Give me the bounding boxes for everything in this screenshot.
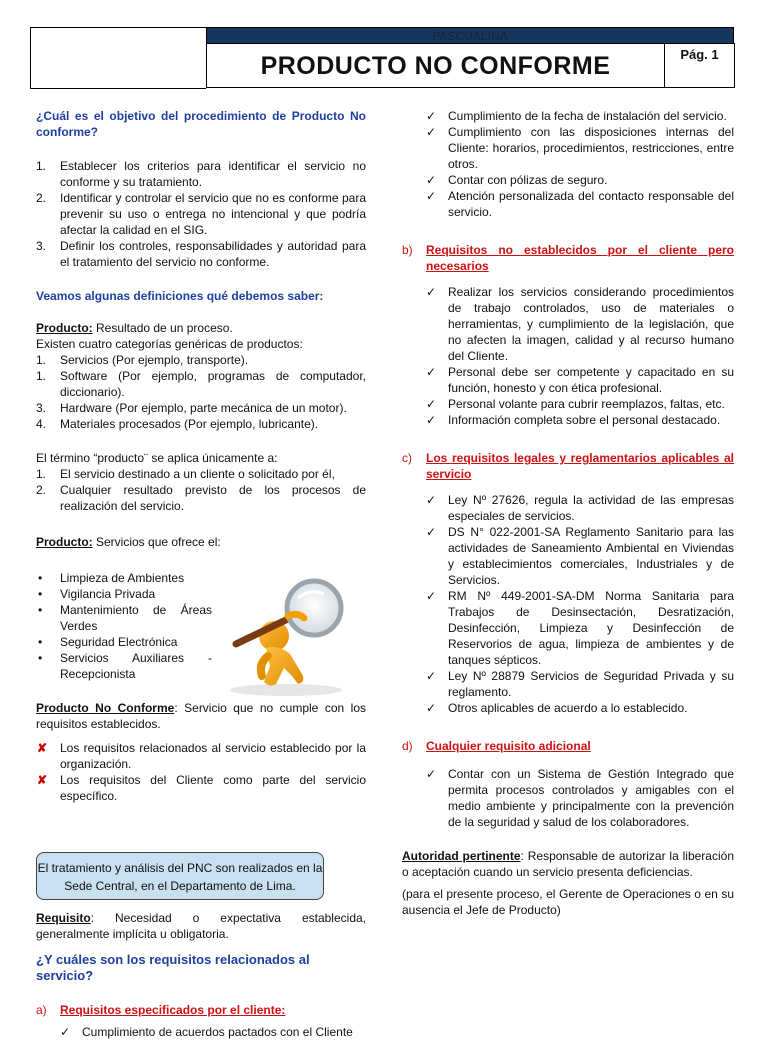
list-item: ✓ Contar con pólizas de seguro. [426, 173, 608, 187]
checkmark-icon: ✓ [426, 109, 437, 123]
list-item: • Seguridad Electrónica [38, 635, 178, 649]
magnifier-figure-illustration [218, 572, 348, 697]
list-item: 4. Materiales procesados (Por ejemplo, lubricante). [36, 417, 319, 431]
checkmark-icon: ✓ [426, 525, 437, 539]
list-item: • Limpieza de Ambientes [38, 571, 185, 585]
checkmark-icon: ✓ [426, 701, 437, 715]
list-item: 1. Establecer los criterios para identificar el servicio no conforme y su tratamiento. [36, 159, 366, 189]
section-b-list [402, 284, 734, 428]
section-c-heading: c) Los requisitos legales y reglamentarios aplicables al servicio [402, 451, 734, 481]
checkmark-icon: ✓ [426, 413, 437, 427]
section-b-heading: b) Requisitos no establecidos por el cliente pero necesarios [402, 243, 734, 273]
list-item: ✓ RM Nº 449-2001-SA-DM Norma Sanitaria para Trabajos de Desinsectación, Desratización, Desinfección, Limpieza y Desinfección de Reservorios de agua, limpieza de ambientes y de tanques sépticos. [426, 589, 734, 667]
left-column [36, 108, 366, 804]
producto-services-heading: Producto: Servicios que ofrece el: [36, 535, 221, 549]
autoridad-note: (para el presente proceso, el Gerente de Operaciones o en su ausencia el Jefe de Producto) [402, 887, 734, 917]
list-item: ✘ Los requisitos relacionados al servicio establecido por la organización. [37, 741, 366, 771]
list-item: ✓ Información completa sobre el personal destacado. [426, 413, 721, 427]
cross-icon: ✘ [37, 741, 48, 755]
page-number: Pág. 1 [664, 43, 735, 88]
logo-cell [30, 27, 206, 89]
term-list [36, 466, 366, 514]
list-item: 2. Identificar y controlar el servicio que no es conforme para prevenir su uso o entrega no intencional y que podría afectar la calidad en el SIG. [36, 191, 366, 237]
checkmark-icon: ✓ [426, 173, 437, 187]
pnc-definition: Producto No Conforme: Servicio que no cumple con los requisitos establecidos. [36, 701, 366, 731]
document-title: PRODUCTO NO CONFORME [206, 43, 664, 88]
list-item: ✓ Personal volante para cubrir reemplazos, faltas, etc. [426, 397, 725, 411]
list-item: ✓ Contar con un Sistema de Gestión Integrado que permita procesos controlados y amigables con el medio ambiente y principalmente con la prevención de la seguridad y salud de los colaboradores. [426, 767, 734, 829]
checkmark-icon: ✓ [60, 1025, 71, 1039]
definitions-heading: Veamos algunas definiciones qué debemos saber: [36, 289, 324, 303]
list-item: 3. Hardware (Por ejemplo, parte mecánica de un motor). [36, 401, 347, 415]
pnc-list [36, 740, 366, 804]
checkmark-icon: ✓ [426, 189, 437, 203]
section-c-list [402, 492, 734, 716]
left-column-lower [36, 910, 366, 1040]
producto-definition: Producto: Resultado de un proceso. [36, 321, 233, 335]
list-item: 1. El servicio destinado a un cliente o solicitado por él, [36, 467, 335, 481]
objectives-list [36, 158, 366, 270]
list-item: 1. Servicios (Por ejemplo, transporte). [36, 353, 249, 367]
list-item: ✓ Otros aplicables de acuerdo a lo establecido. [426, 701, 688, 715]
list-item: • Mantenimiento de Áreas Verdes [38, 603, 212, 633]
list-item: ✓ Realizar los servicios considerando procedimientos de trabajo controlados, uso de materiales o herramientas, y cumplimiento de la legislación, que no afecten la imagen, calidad y al recurso humano del Cliente. [426, 285, 734, 363]
term-intro: El término “producto¨ se aplica únicamente a: [36, 451, 278, 465]
list-item: 1. Software (Por ejemplo, programas de computador, diccionario). [36, 369, 366, 399]
checkmark-icon: ✓ [426, 365, 437, 379]
list-item: 3. Definir los controles, responsabilidades y autoridad para el tratamiento del servicio no conforme. [36, 239, 366, 269]
list-item: • Servicios Auxiliares - Recepcionista [38, 651, 212, 681]
list-item: ✓ DS N° 022-2001-SA Reglamento Sanitario para las actividades de Saneamiento Ambiental en Viviendas y establecimientos comerciales, Industriales y de Servicios. [426, 525, 734, 587]
categories-intro: Existen cuatro categorías genéricas de productos: [36, 337, 303, 351]
list-item: ✓ Personal debe ser competente y capacitado en su función, honesto y con ética profesional. [426, 365, 734, 395]
right-column [402, 108, 734, 918]
continued-list [402, 108, 734, 220]
list-item: ✘ Los requisitos del Cliente como parte del servicio específico. [37, 773, 366, 803]
checkmark-icon: ✓ [426, 767, 437, 781]
checkmark-icon: ✓ [426, 493, 437, 507]
section-d-heading: d) Cualquier requisito adicional [402, 739, 591, 753]
list-item: 2. Cualquier resultado previsto de los procesos de realización del servicio. [36, 483, 366, 513]
list-item: ✓ Cumplimiento de acuerdos pactados con el Cliente [60, 1025, 353, 1039]
objective-question: ¿Cuál es el objetivo del procedimiento de Producto No conforme? [36, 109, 366, 139]
checkmark-icon: ✓ [426, 397, 437, 411]
autoridad-definition: Autoridad pertinente: Responsable de autorizar la liberación o aceptación cuando un servicio presenta deficiencias. [402, 849, 734, 879]
checkmark-icon: ✓ [426, 669, 437, 683]
list-item: ✓ Ley Nº 28879 Servicios de Seguridad Privada y su reglamento. [426, 669, 734, 699]
checkmark-icon: ✓ [426, 589, 437, 603]
checkmark-icon: ✓ [426, 285, 437, 299]
list-item: ✓ Atención personalizada del contacto responsable del servicio. [426, 189, 734, 219]
list-item: ✓ Cumplimiento de la fecha de instalación del servicio. [426, 109, 727, 123]
document-header [30, 27, 735, 89]
section-a-heading: a) Requisitos especificados por el cliente: [36, 1003, 286, 1017]
pnc-callout-box: El tratamiento y análisis del PNC son realizados en la Sede Central, en el Departamento de Lima. [36, 852, 324, 900]
company-band: PASCUALINA [206, 27, 734, 43]
list-item: ✓ Ley Nº 27626, regula la actividad de las empresas especiales de servicios. [426, 493, 734, 523]
checkmark-icon: ✓ [426, 125, 437, 139]
requisito-definition: Requisito: Necesidad o expectativa establecida, generalmente implícita u obligatoria. [36, 911, 366, 941]
list-item: • Vigilancia Privada [38, 587, 156, 601]
services-list [36, 570, 212, 682]
requirements-question: ¿Y cuáles son los requisitos relacionados al servicio? [36, 952, 310, 983]
categories-list [36, 352, 366, 432]
list-item: ✓ Cumplimiento con las disposiciones internas del Cliente: horarios, procedimientos, restricciones, entre otros. [426, 125, 734, 171]
section-d-list [402, 766, 734, 830]
cross-icon: ✘ [37, 773, 48, 787]
section-a-list [36, 1024, 366, 1040]
